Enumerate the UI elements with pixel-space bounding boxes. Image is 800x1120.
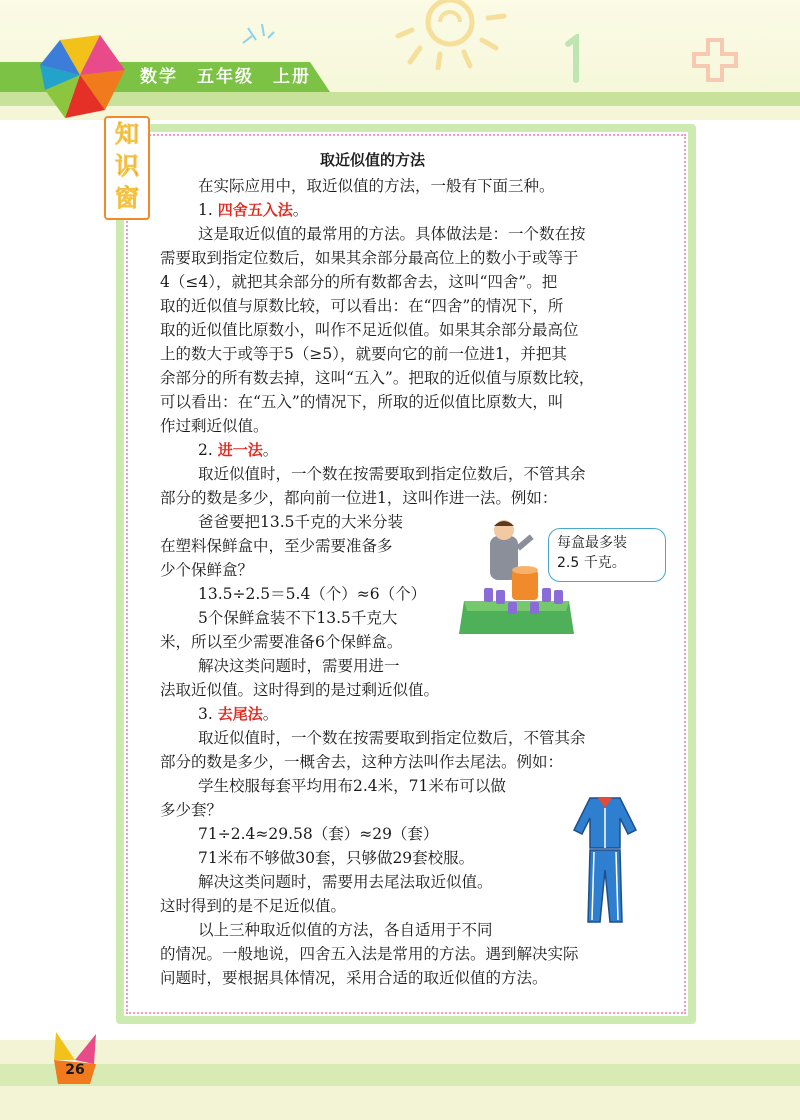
paragraph-line: 71米布不够做30套，只够做29套校服。 <box>198 849 475 867</box>
paragraph-line: 以上三种取近似值的方法，各自适用于不同 <box>198 921 493 939</box>
method-number: 2. <box>198 441 213 459</box>
paragraph-line: 5个保鲜盒装不下13.5千克大 <box>198 609 398 627</box>
method-end: 。 <box>262 705 279 723</box>
method-end: 。 <box>292 201 309 219</box>
paragraph-line: 少个保鲜盒？ <box>160 561 254 579</box>
paragraph-line: 取的近似值比原数小，叫作不足近似值。如果其余部分最高位 <box>160 321 579 339</box>
paragraph-line: 余部分的所有数去掉，这叫“五入”。把取的近似值与原数比较， <box>160 369 595 387</box>
paragraph-line: 4（≤4），就把其余部分的所有数都舍去，这叫“四舍”。把 <box>160 273 558 291</box>
paragraph-line: 可以看出：在“五入”的情况下，所取的近似值比原数大，叫 <box>160 393 564 411</box>
method-number: 1. <box>198 201 213 219</box>
tangram-logo-icon <box>30 30 130 120</box>
label-char-1: 知 <box>115 120 139 148</box>
method-name: 去尾法 <box>217 705 263 723</box>
paragraph-line: 米，所以至少需要准备6个保鲜盒。 <box>160 633 403 651</box>
method-end: 。 <box>262 441 279 459</box>
paragraph-line: 法取近似值。这时得到的是过剩近似值。 <box>160 681 440 699</box>
method-heading-2 <box>198 438 278 462</box>
paragraph-line: 这时得到的是不足近似值。 <box>160 897 347 915</box>
plus-icon <box>690 36 740 82</box>
paragraph-line: 上的数大于或等于5（≥5），就要向它的前一位进1，并把其 <box>160 345 567 363</box>
paragraph-line: 在实际应用中，取近似值的方法，一般有下面三种。 <box>198 177 555 195</box>
paragraph-line: 取的近似值与原数比较，可以看出：在“四舍”的情况下，所 <box>160 297 564 315</box>
sparkle-icon <box>238 18 278 58</box>
paragraph-line: 部分的数是多少，都向前一位进1，这叫作进一法。例如： <box>160 489 558 507</box>
page-number: 26 <box>65 1062 85 1078</box>
paragraph-line: 爸爸要把13.5千克的大米分装 <box>198 513 404 531</box>
section-title: 取近似值的方法 <box>320 151 426 169</box>
method-heading-3 <box>198 702 278 726</box>
footer-band <box>0 1064 800 1086</box>
paragraph-line: 解决这类问题时，需要用进一 <box>198 657 400 675</box>
paragraph-line: 取近似值时，一个数在按需要取到指定位数后，不管其余 <box>198 465 586 483</box>
knowledge-window-label <box>104 116 150 220</box>
method-name: 进一法 <box>217 441 263 459</box>
equation-line: 71÷2.4≈29.58（套）≈29（套） <box>198 825 439 843</box>
header-title: 数学 五年级 上册 <box>140 67 311 87</box>
method-number: 3. <box>198 705 213 723</box>
paragraph-line: 学生校服每套平均用布2.4米，71米布可以做 <box>198 777 506 795</box>
paragraph-line: 这是取近似值的最常用的方法。具体做法是：一个数在按 <box>198 225 586 243</box>
speech-bubble: 每盒最多装 2.5 千克。 <box>548 528 666 582</box>
paragraph-line: 多少套？ <box>160 801 223 819</box>
paragraph-line: 解决这类问题时，需要用去尾法取近似值。 <box>198 873 493 891</box>
paragraph-line: 需要取到指定位数后，如果其余部分最高位上的数小于或等于 <box>160 249 579 267</box>
school-uniform-illustration <box>570 790 640 930</box>
sun-icon <box>390 0 510 70</box>
paragraph-line: 作过剩近似值。 <box>160 417 269 435</box>
paragraph-line: 取近似值时，一个数在按需要取到指定位数后，不管其余 <box>198 729 586 747</box>
label-char-3: 窗 <box>115 184 139 212</box>
method-heading-1 <box>198 198 308 222</box>
equation-line: 13.5÷2.5＝5.4（个）≈6（个） <box>198 585 427 603</box>
paragraph-line: 的情况。一般地说，四舍五入法是常用的方法。遇到解决实际 <box>160 945 579 963</box>
label-char-2: 识 <box>115 152 139 180</box>
number-one-icon <box>560 34 590 84</box>
paragraph-line: 部分的数是多少，一概舍去，这种方法叫作去尾法。例如： <box>160 753 564 771</box>
paragraph-line: 问题时，要根据具体情况，采用合适的取近似值的方法。 <box>160 969 548 987</box>
paragraph-line: 在塑料保鲜盒中，至少需要准备多 <box>160 537 393 555</box>
method-name: 四舍五入法 <box>217 201 293 219</box>
